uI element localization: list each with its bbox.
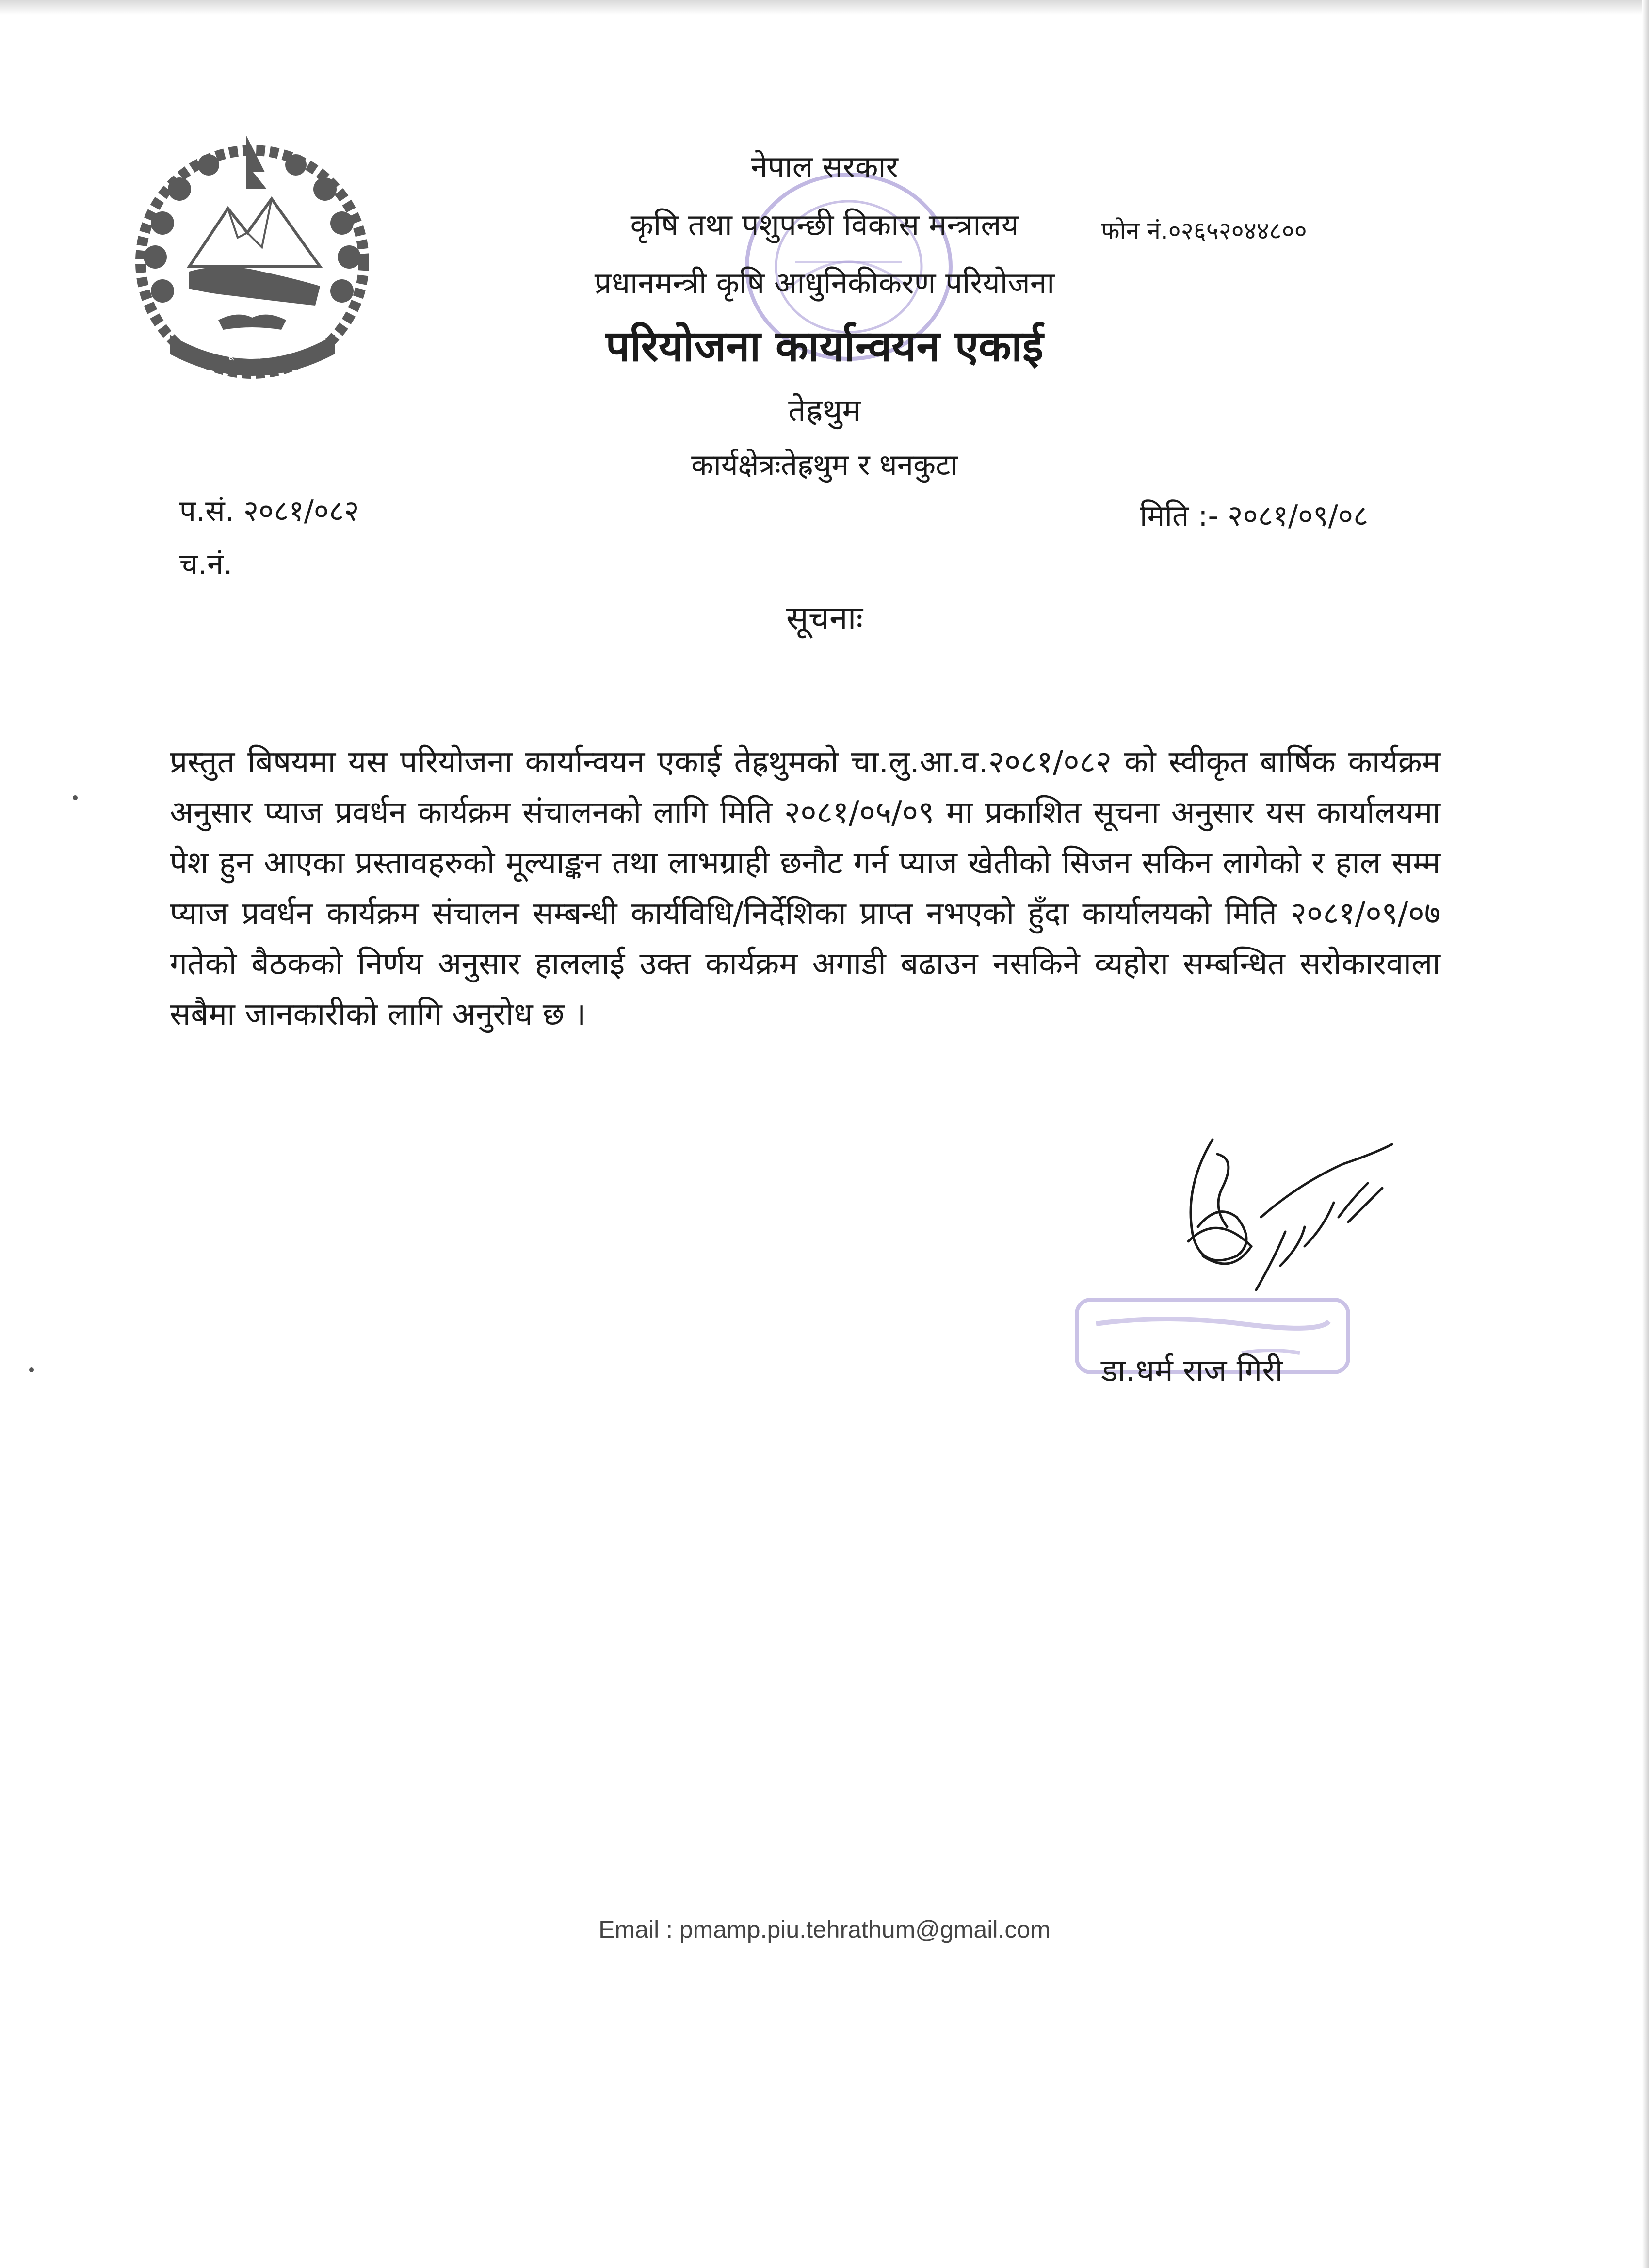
- project-name: प्रधानमन्त्री कृषि आधुनिकीकरण परियोजना: [594, 265, 1055, 301]
- letter-date: मिति :- २०८१/०९/०८: [1140, 499, 1369, 533]
- scan-top-edge: [0, 0, 1649, 15]
- scan-speck: [73, 795, 78, 800]
- government-name: नेपाल सरकार: [751, 149, 898, 184]
- svg-text:जननी जन्मभूमिश्च स्वर्गादपि गर: जननी जन्मभूमिश्च स्वर्गादपि गरीयसी: [183, 334, 322, 362]
- signatory-name: डा.धर्म राज गिरी: [1101, 1353, 1283, 1389]
- dispatch-number: च.नं.: [179, 547, 233, 581]
- scan-speck: [29, 1367, 34, 1372]
- ministry-name: कृषि तथा पशुपन्छी विकास मन्त्रालय: [630, 207, 1019, 242]
- unit-name: परियोजना कार्यान्वयन एकाई: [605, 321, 1044, 371]
- contact-email: Email : pmamp.piu.tehrathum@gmail.com: [598, 1916, 1051, 1943]
- phone-number: फोन नं.०२६५२०४४८००: [1101, 217, 1307, 245]
- notice-subject: सूचनाः: [786, 599, 863, 638]
- reference-number: प.सं. २०८१/०८२: [179, 494, 359, 528]
- notice-body: प्रस्तुत बिषयमा यस परियोजना कार्यान्वयन एकाई तेह्रथुमको चा.लु.आ.व.२०८१/०८२ को स्वीकृत बार्षिक कार्यक्रम अनुसार प्याज प्रवर्धन कार्यक्रम संचालनको लागि मिति २०८१/०५/०९ मा प्रकाशित सूचना अनुसार यस कार्यालयमा पेश हुन आएका प्रस्तावहरुको मूल्याङ्कन तथा लाभग्राही छनौट गर्न प्याज खेतीको सिजन सकिन लागेको र हाल सम्म प्याज प्रवर्धन कार्यक्रम संचालन सम्बन्धी कार्यविधि/निर्देशिका प्राप्त नभएको हुँदा कार्यालयको मिति २०८१/०९/०७ गतेको बैठकको निर्णय अनुसार हाललाई उक्त कार्यक्रम अगाडी बढाउन नसकिने व्यहोरा सम्बन्धित सरोकारवाला सबैमा जानकारीको लागि अनुरोध छ ।: [170, 744, 1440, 1032]
- district-name: तेह्रथुम: [788, 393, 861, 429]
- work-area: कार्यक्षेत्रःतेह्रथुम र धनकुटा: [691, 448, 958, 482]
